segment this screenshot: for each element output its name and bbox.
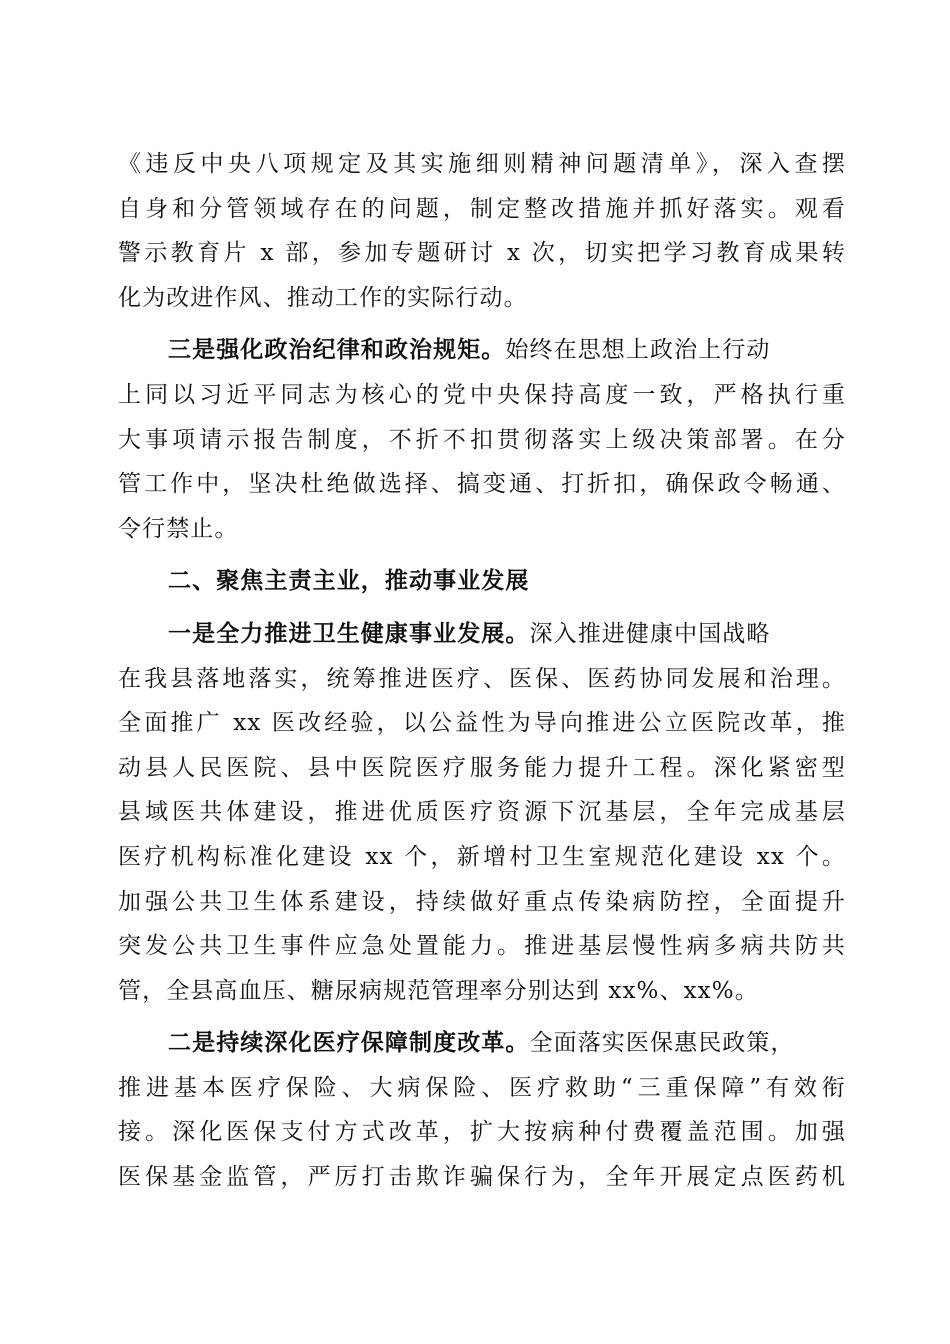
text-segment: 深入推进健康中国战略 <box>529 620 771 647</box>
paragraph-2 <box>118 328 846 551</box>
text-line: 医疗机构标准化建设 xx 个，新增村卫生室规范化建设 xx 个。 <box>118 843 846 870</box>
text-line: 接。深化医保支付方式改革，扩大按病种付费覆盖范围。加强 <box>118 1119 846 1146</box>
paragraph-4 <box>118 1021 846 1199</box>
text-line: 警示教育片 x 部，参加专题研讨 x 次，切实把学习教育成果转 <box>118 240 846 267</box>
paragraph-1 <box>118 142 846 320</box>
text-line: 大事项请示报告制度，不折不扣贯彻落实上级决策部署。在分 <box>118 426 846 453</box>
text-line: 《违反中央八项规定及其实施细则精神问题清单》，深入查摆 <box>118 151 846 177</box>
text-line: 管，全县高血压、糖尿病规范管理率分别达到 xx%、xx%。 <box>118 977 759 1004</box>
text-segment: 始终在思想上政治上行动 <box>505 337 771 364</box>
text-line: 管工作中，坚决杜绝做选择、搞变通、打折扣，确保政令畅通、 <box>118 471 846 498</box>
text-line: 全面推广 xx 医改经验，以公益性为导向推进公立医院改革，推 <box>118 710 846 737</box>
text-line: 在我县落地落实，统筹推进医疗、医保、医药协同发展和治理。 <box>118 665 846 692</box>
paragraph-lead: 三是强化政治纪律和政治规矩。 <box>168 336 506 364</box>
text-line <box>118 1021 846 1066</box>
text-segment: 全面落实医保惠民政策， <box>529 1030 795 1057</box>
text-line: 推进基本医疗保险、大病保险、医疗救助“三重保障”有效衔 <box>118 1074 846 1101</box>
text-line: 动县人民医院、县中医院医疗服务能力提升工程。深化紧密型 <box>118 754 846 781</box>
text-line: 医保基金监管，严厉打击欺诈骗保行为，全年开展定点医药机 <box>118 1164 846 1191</box>
paragraph-lead: 二是持续深化医疗保障制度改革。 <box>168 1029 530 1057</box>
text-line: 自身和分管领域存在的问题，制定整改措施并抓好落实。观看 <box>118 195 846 222</box>
text-line: 令行禁止。 <box>118 515 239 542</box>
section-heading <box>118 559 846 604</box>
paragraph-lead: 一是全力推进卫生健康事业发展。 <box>168 619 530 647</box>
paragraph-3 <box>118 612 846 1013</box>
document-page <box>118 142 846 1200</box>
text-line <box>118 612 846 657</box>
text-line: 加强公共卫生体系建设，持续做好重点传染病防控，全面提升 <box>118 888 846 915</box>
text-line: 县域医共体建设，推进优质医疗资源下沉基层，全年完成基层 <box>118 799 846 826</box>
text-line <box>118 328 846 373</box>
text-line: 化为改进作风、推动工作的实际行动。 <box>118 284 528 311</box>
text-line: 突发公共卫生事件应急处置能力。推进基层慢性病多病共防共 <box>118 933 846 960</box>
heading-text: 二、聚焦主责主业，推动事业发展 <box>168 568 530 595</box>
text-line: 上同以习近平同志为核心的党中央保持高度一致，严格执行重 <box>118 381 846 408</box>
